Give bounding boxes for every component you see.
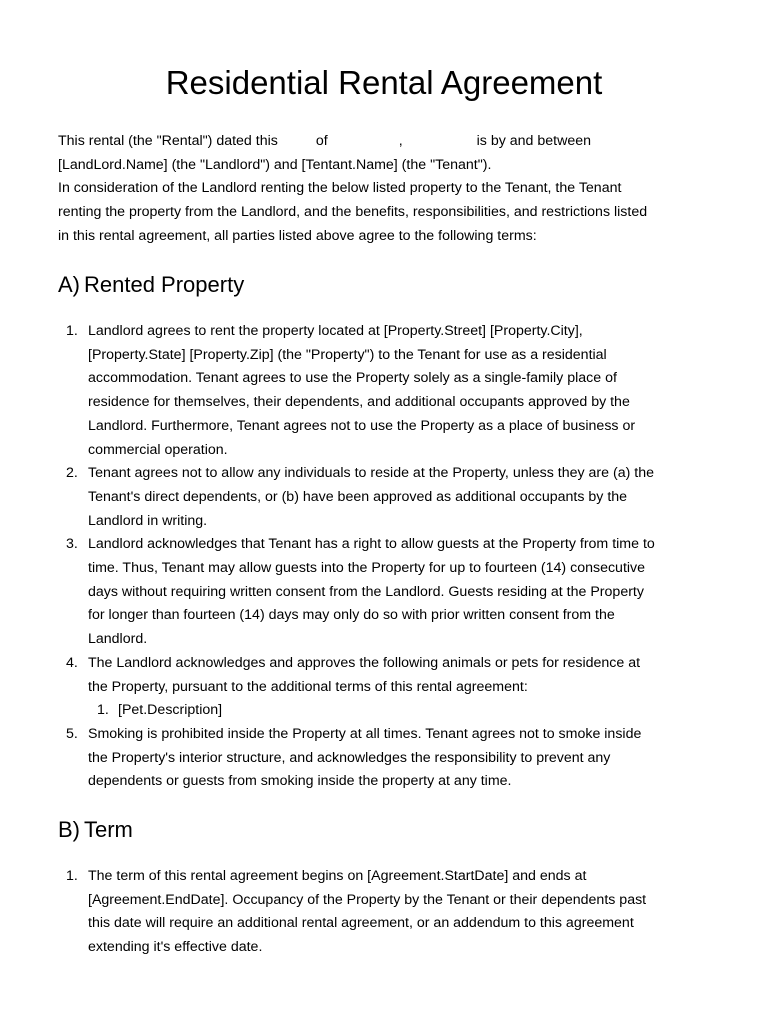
rented-property-list [58,320,710,794]
document-title: Residential Rental Agreement [165,64,603,101]
item-line: time. Thus, Tenant may allow guests into the Property for up to fourteen (14) consecutive [88,560,646,577]
intro-text: is by and between [476,133,592,149]
intro-line [58,130,718,154]
item-line: the Property's interior structure, and acknowledges the responsibility to prevent any [88,749,611,766]
list-item [58,320,710,462]
item-line: The Landlord acknowledges and approves the following animals or pets for residence at [88,654,641,671]
item-number: 2. [66,465,78,482]
item-number: 4. [66,654,78,671]
item-line: this date will require an additional rental agreement, or an addendum to this agreement [88,915,634,932]
item-line: Landlord agrees to rent the property located at [Property.Street] [Property.City], [88,323,583,339]
item-line: Tenant agrees not to allow any individuals to reside at the Property, unless they are (a) the [88,465,654,482]
item-line: commercial operation. [88,441,228,458]
item-line: accommodation. Tenant agrees to use the Property solely as a single-family place of [88,370,617,387]
item-line: Landlord. Furthermore, Tenant agrees not to use the Property as a place of business or [88,417,636,434]
item-text [88,652,710,699]
item-number: 1. [66,868,78,884]
item-text [88,533,710,652]
item-line: the Property, pursuant to the additional terms of this rental agreement: [88,678,528,695]
pet-sublist [88,699,710,723]
item-number: 1. [97,702,109,719]
intro-paragraph [58,130,718,249]
intro-line: in this rental agreement, all parties listed above agree to the following terms: [58,227,537,244]
item-line: for longer than fourteen (14) days may only do so with prior written consent from the [88,607,615,624]
section-letter: B) [58,817,80,842]
intro-text: of [315,133,328,149]
item-number: 1. [66,323,78,339]
list-item [58,462,710,533]
intro-line: renting the property from the Landlord, and the benefits, responsibilities, and restrictions listed [58,204,648,221]
section-letter: A) [58,272,80,297]
item-line: residence for themselves, their dependents, and additional occupants approved by the [88,394,630,411]
intro-text: This rental (the "Rental") dated this [58,133,278,149]
list-item [58,723,710,794]
item-number: 3. [66,536,78,553]
item-line: The term of this rental agreement begins on [Agreement.StartDate] and ends at [88,868,587,884]
item-text [88,723,710,794]
section-heading-rented-property [58,271,244,299]
section-title: Term [84,817,133,842]
item-line: days without requiring written consent from the Landlord. Guests residing at the Property [88,583,644,600]
item-line: Tenant's direct dependents, or (b) have been approved as additional occupants by the [88,488,628,505]
list-item [58,652,710,723]
list-item [58,533,710,652]
item-text [88,320,710,462]
list-item [58,865,710,960]
intro-line: In consideration of the Landlord renting the below listed property to the Tenant, the Tenant [58,180,622,197]
term-list [58,865,710,960]
item-text: [Pet.Description] [118,702,223,719]
intro-text: , [398,133,403,149]
section-title: Rented Property [84,272,245,297]
item-text [88,462,710,533]
item-line: Smoking is prohibited inside the Property at all times. Tenant agrees not to smoke inside [88,725,642,742]
section-heading-term [58,816,133,844]
item-line: Landlord in writing. [88,512,208,529]
item-line: dependents or guests from smoking inside the property at any time. [88,773,512,790]
sublist-item [88,699,710,723]
item-line: Landlord. [88,631,148,648]
item-line: extending it's effective date. [88,939,263,956]
item-line: [Property.State] [Property.Zip] (the "Property") to the Tenant for use as a residential [88,346,607,363]
item-number: 5. [66,725,78,742]
item-line: [Agreement.EndDate]. Occupancy of the Property by the Tenant or their dependents past [88,891,647,908]
item-text [88,865,710,960]
item-line: Landlord acknowledges that Tenant has a right to allow guests at the Property from time to [88,536,655,553]
intro-line: [LandLord.Name] (the "Landlord") and [Tentant.Name] (the "Tenant"). [58,156,492,173]
